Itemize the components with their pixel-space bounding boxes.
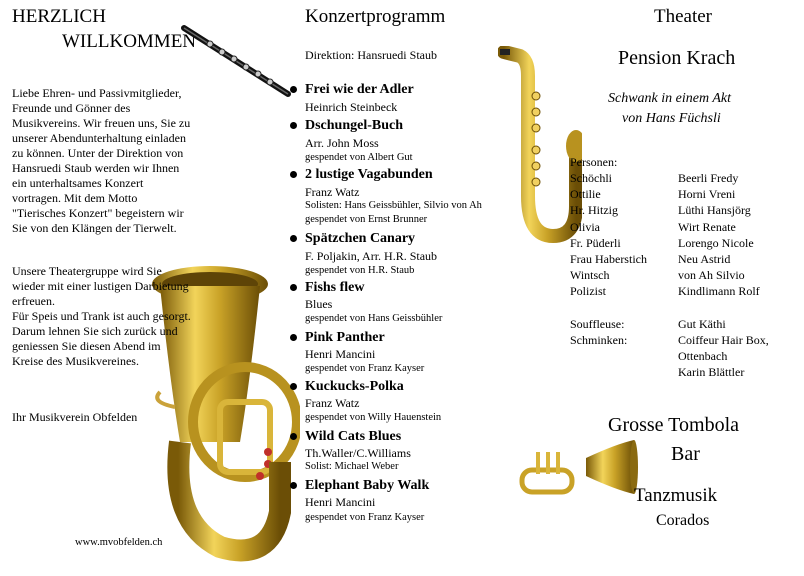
program-heading: Konzertprogramm bbox=[305, 6, 446, 27]
piece-composer: Franz Watz bbox=[305, 396, 360, 410]
play-subtitle-line1: Schwank in einem Akt bbox=[608, 91, 731, 106]
piece-title: Frei wie der Adler bbox=[305, 82, 414, 97]
piece-title: Dschungel-Buch bbox=[305, 118, 404, 133]
bullet-icon bbox=[290, 383, 297, 390]
band-name: Corados bbox=[656, 512, 710, 529]
play-subtitle-line2: von Hans Füchsli bbox=[622, 111, 721, 126]
piece-title: Pink Panther bbox=[305, 330, 385, 345]
piece-composer: Blues bbox=[305, 297, 333, 311]
welcome-heading-line1: HERZLICH bbox=[12, 6, 106, 27]
piece-title: Fishs flew bbox=[305, 280, 365, 295]
bullet-icon bbox=[290, 284, 297, 291]
bullet-icon bbox=[290, 122, 297, 129]
piece-composer: Heinrich Steinbeck bbox=[305, 100, 398, 114]
play-title: Pension Krach bbox=[618, 47, 736, 69]
piece-note: gespendet von Franz Kayser bbox=[305, 363, 425, 374]
theater-heading: Theater bbox=[654, 6, 713, 27]
program-direction: Direktion: Hansruedi Staub bbox=[305, 48, 437, 62]
piece-title: 2 lustige Vagabunden bbox=[305, 167, 433, 182]
bullet-icon bbox=[290, 235, 297, 242]
bar-heading: Bar bbox=[671, 443, 700, 465]
welcome-heading-line2: WILLKOMMEN bbox=[62, 31, 197, 52]
intro-paragraph: Liebe Ehren- und Passivmitglieder, Freunde und Gönner des Musikvereins. Wir freuen uns, Sie zu unserer Abendunterhaltung einladen zu können. Unter der Direktion von Hansruedi Staub werden wir Ihnen ein unterhaltsames Konzert vortragen. Mit dem Motto "Tierisches Konzert" begeistern wir Sie von den Klängen der Tierwelt. bbox=[12, 86, 191, 235]
makeup-list: Coiffeur Hair Box, Ottenbach Karin Blättler bbox=[678, 333, 769, 380]
piece-note: gespendet von Albert Gut bbox=[305, 152, 413, 163]
piece-composer: F. Poljakin, Arr. H.R. Staub bbox=[305, 249, 438, 263]
bullet-icon bbox=[290, 482, 297, 489]
piece-composer: Th.Waller/C.Williams bbox=[305, 446, 411, 460]
actors-list: Beerli Fredy Horni Vreni Lüthi Hansjörg Wirt Renate Lorengo Nicole Neu Astrid von Ah Silvio Kindlimann Rolf bbox=[678, 171, 760, 299]
prompter-label: Souffleuse: bbox=[570, 317, 625, 331]
makeup-label: Schminken: bbox=[570, 333, 628, 347]
bullet-icon bbox=[290, 171, 297, 178]
piece-composer: Arr. John Moss bbox=[305, 136, 379, 150]
piece-composer: Henri Mancini bbox=[305, 495, 376, 509]
theater-paragraph: Unsere Theatergruppe wird Sie wieder mit einer lustigen Darbietung erfreuen. Für Speis und Trank ist auch gesorgt. Darum lehnen Sie sich zurück und geniessen Sie diesen Abend im Kreise des Musikvereines. bbox=[12, 264, 191, 368]
persons-label: Personen: bbox=[570, 155, 618, 169]
flugelhorn-icon bbox=[496, 434, 638, 504]
signature: Ihr Musikverein Obfelden bbox=[12, 410, 138, 424]
dance-heading: Tanzmusik bbox=[634, 485, 718, 506]
piece-note: gespendet von Ernst Brunner bbox=[305, 214, 428, 225]
piece-note: Solist: Michael Weber bbox=[305, 461, 399, 472]
piece-title: Kuckucks-Polka bbox=[305, 379, 404, 394]
website-link[interactable]: www.mvobfelden.ch bbox=[75, 537, 163, 548]
piece-composer: Henri Mancini bbox=[305, 347, 376, 361]
bullet-icon bbox=[290, 433, 297, 440]
piece-note: gespendet von Franz Kayser bbox=[305, 512, 425, 523]
piece-note: gespendet von Willy Hauenstein bbox=[305, 412, 442, 423]
piece-title: Elephant Baby Walk bbox=[305, 478, 430, 493]
bullet-icon bbox=[290, 86, 297, 93]
piece-note: Solisten: Hans Geissbühler, Silvio von Ah bbox=[305, 200, 482, 211]
bullet-icon bbox=[290, 334, 297, 341]
prompter-name: Gut Käthi bbox=[678, 317, 726, 331]
tombola-heading: Grosse Tombola bbox=[608, 414, 739, 436]
piece-title: Wild Cats Blues bbox=[305, 429, 402, 444]
piece-note: gespendet von Hans Geissbühler bbox=[305, 313, 443, 324]
roles-list: Schöchli Ottilie Hr. Hitzig Olivia Fr. Püderli Frau Haberstich Wintsch Polizist bbox=[570, 171, 647, 299]
piece-note: gespendet von H.R. Staub bbox=[305, 265, 415, 276]
piece-composer: Franz Watz bbox=[305, 185, 360, 199]
piece-title: Spätzchen Canary bbox=[305, 231, 416, 246]
